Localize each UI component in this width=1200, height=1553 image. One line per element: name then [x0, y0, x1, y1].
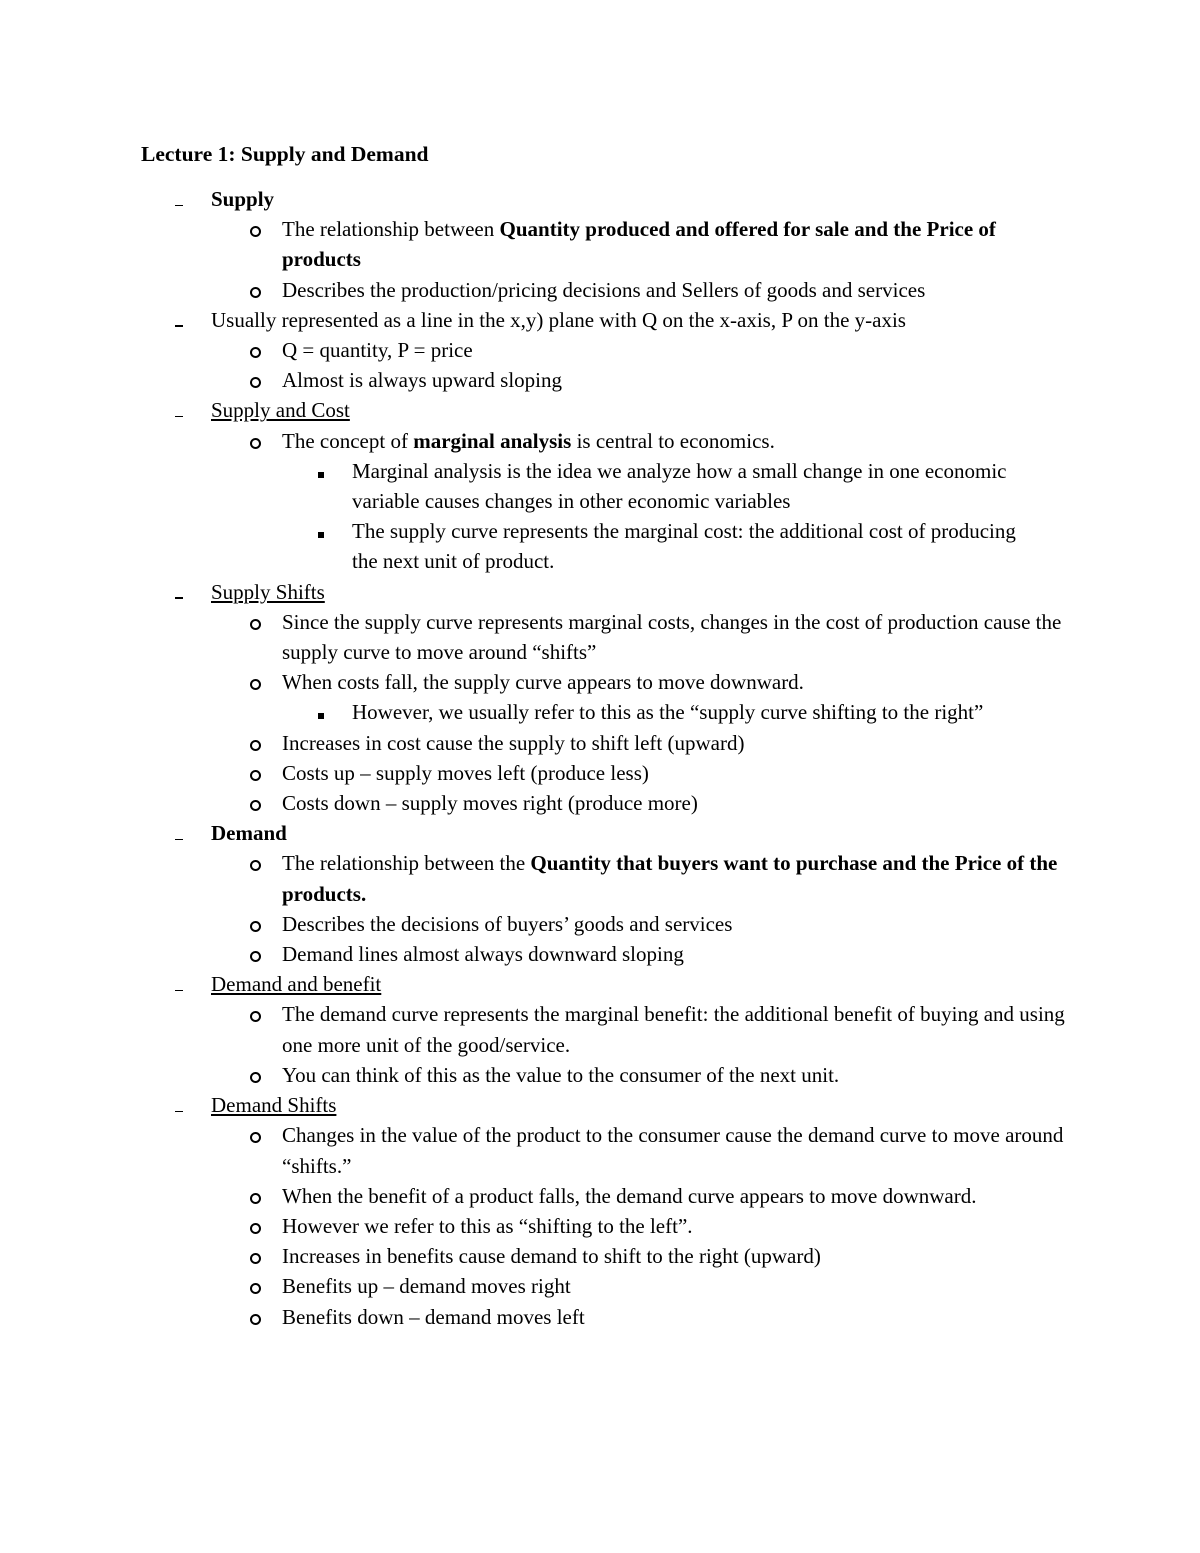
text-run: The relationship between the	[282, 851, 531, 876]
list-item-text	[282, 278, 925, 302]
list-item	[0, 1241, 1072, 1271]
list-item	[0, 1181, 1072, 1211]
list-item-text	[211, 821, 287, 845]
list-item	[0, 365, 1072, 395]
list-item-text	[282, 731, 744, 755]
list-item	[0, 758, 1072, 788]
list-item-text	[282, 1184, 977, 1208]
list-item-text	[211, 972, 381, 996]
text-run: When the benefit of a product falls, the demand curve appears to move downward.	[282, 1183, 977, 1208]
text-run: Describes the decisions of buyers’ goods and services	[282, 911, 733, 936]
list-item-text	[282, 1002, 1065, 1056]
list-item-text	[211, 398, 350, 422]
list-item	[0, 184, 1051, 214]
list-item-text	[282, 1063, 839, 1087]
text-run: Demand	[211, 821, 287, 846]
circle-bullet-icon	[250, 1302, 270, 1333]
circle-bullet-icon	[250, 365, 270, 396]
dash-bullet-icon	[175, 969, 195, 999]
text-run: Changes in the value of the product to the consumer cause the demand curve to move around “shifts.”	[282, 1123, 1064, 1178]
text-run: You can think of this as the value to the consumer of the next unit.	[282, 1062, 840, 1087]
text-run: Since the supply curve represents marginal costs, changes in the cost of production cause the supply curve to move around “shifts”	[282, 609, 1062, 665]
list-item	[0, 275, 1072, 305]
list-item-text	[282, 1305, 585, 1329]
text-run: Supply Shifts	[211, 579, 325, 604]
text-run: Increases in cost cause the supply to shift left (upward)	[282, 730, 745, 755]
list-item-text	[282, 368, 562, 392]
text-run: Usually represented as a line in the x,y) plane with Q on the x-axis, P on the y-axis	[211, 307, 906, 332]
list-item	[0, 818, 1051, 848]
dash-bullet-icon	[175, 395, 195, 425]
list-item-text	[352, 519, 1016, 573]
circle-bullet-icon	[250, 939, 270, 970]
list-item	[0, 516, 1022, 576]
circle-bullet-icon	[250, 1271, 270, 1302]
text-run: Quantity that buyers want to purchase and the Price of the products.	[282, 851, 1058, 906]
list-item	[0, 607, 1072, 667]
text-run: Quantity produced and offered for sale and the Price of products	[282, 217, 996, 272]
list-item	[0, 667, 1072, 697]
circle-bullet-icon	[250, 1241, 270, 1272]
text-run: Q = quantity, P = price	[282, 338, 473, 363]
text-run: Demand lines almost always downward sloping	[282, 942, 684, 967]
circle-bullet-icon	[250, 999, 270, 1030]
text-run: Costs down – supply moves right (produce more)	[282, 791, 698, 816]
list-item	[0, 999, 1072, 1059]
text-run: marginal analysis	[413, 428, 572, 453]
list-item-text	[282, 1244, 821, 1268]
circle-bullet-icon	[250, 335, 270, 366]
list-item-text	[282, 942, 684, 966]
list-item-text	[352, 700, 983, 724]
dash-bullet-icon	[175, 184, 195, 214]
text-run: Almost is always upward sloping	[282, 368, 562, 393]
text-run: Marginal analysis is the idea we analyze how a small change in one economic variable causes changes in other economic variables	[352, 458, 1007, 514]
square-bullet-icon	[318, 456, 338, 486]
list-item	[0, 1090, 1051, 1120]
circle-bullet-icon	[250, 788, 270, 819]
list-item-text	[282, 217, 996, 271]
text-run: Demand and benefit	[211, 972, 382, 997]
outline-list	[0, 184, 1200, 1332]
text-run: However we refer to this as “shifting to the left”.	[282, 1213, 693, 1238]
circle-bullet-icon	[250, 728, 270, 759]
circle-bullet-icon	[250, 1211, 270, 1242]
text-run: Benefits down – demand moves left	[282, 1304, 585, 1329]
text-run: Benefits up – demand moves right	[282, 1274, 571, 1299]
list-item-text	[282, 1123, 1063, 1177]
list-item	[0, 1302, 1072, 1332]
circle-bullet-icon	[250, 1181, 270, 1212]
list-item-text	[282, 1214, 693, 1238]
list-item	[0, 456, 1022, 516]
list-item	[0, 1211, 1072, 1241]
circle-bullet-icon	[250, 667, 270, 698]
circle-bullet-icon	[250, 1120, 270, 1151]
square-bullet-icon	[318, 516, 338, 546]
list-item	[0, 788, 1072, 818]
dash-bullet-icon	[175, 818, 195, 848]
list-item	[0, 1120, 1072, 1180]
list-item	[0, 395, 1051, 425]
circle-bullet-icon	[250, 275, 270, 306]
list-item-text	[211, 308, 906, 332]
circle-bullet-icon	[250, 909, 270, 940]
list-item-text	[282, 791, 698, 815]
square-bullet-icon	[318, 697, 338, 727]
text-run: The relationship between	[282, 217, 500, 242]
list-item-text	[211, 580, 325, 604]
list-item	[0, 848, 1072, 908]
list-item	[0, 939, 1072, 969]
list-item-text	[282, 429, 775, 453]
text-run: Describes the production/pricing decisions and Sellers of goods and services	[282, 277, 926, 302]
circle-bullet-icon	[250, 426, 270, 457]
list-item	[0, 305, 1051, 335]
text-run: However, we usually refer to this as the “supply curve shifting to the right”	[352, 700, 984, 725]
list-item	[0, 577, 1051, 607]
list-item	[0, 1271, 1072, 1301]
list-item-text	[211, 187, 274, 211]
text-run: The supply curve represents the marginal cost: the additional cost of producing the next unit of product.	[352, 519, 1016, 574]
page-title: Lecture 1: Supply and Demand	[141, 142, 429, 166]
text-run: When costs fall, the supply curve appears to move downward.	[282, 670, 804, 695]
text-run: Supply	[211, 187, 275, 211]
circle-bullet-icon	[250, 214, 270, 245]
list-item	[0, 697, 1022, 727]
list-item	[0, 1060, 1072, 1090]
list-item-text	[352, 459, 1006, 513]
text-run: Supply and Cost	[211, 398, 350, 423]
dash-bullet-icon	[175, 305, 195, 335]
circle-bullet-icon	[250, 1060, 270, 1091]
text-run: Costs up – supply moves left (produce less)	[282, 760, 649, 785]
list-item-text	[282, 670, 804, 694]
list-item-text	[282, 761, 649, 785]
circle-bullet-icon	[250, 758, 270, 789]
list-item	[0, 335, 1072, 365]
text-run: The concept of	[282, 428, 414, 453]
list-item-text	[282, 1274, 571, 1298]
text-run: is central to economics.	[571, 428, 775, 453]
list-item-text	[282, 912, 732, 936]
list-item	[0, 909, 1072, 939]
list-item-text	[282, 610, 1061, 664]
text-run: Increases in benefits cause demand to shift to the right (upward)	[282, 1244, 821, 1269]
list-item	[0, 426, 1072, 456]
list-item-text	[282, 851, 1057, 905]
text-run: The demand curve represents the marginal benefit: the additional benefit of buying and using one more unit of the good/service.	[282, 1002, 1065, 1057]
list-item-text	[282, 338, 473, 362]
circle-bullet-icon	[250, 607, 270, 638]
text-run: Demand Shifts	[211, 1093, 337, 1118]
circle-bullet-icon	[250, 848, 270, 879]
dash-bullet-icon	[175, 1090, 195, 1120]
list-item-text	[211, 1093, 336, 1117]
list-item	[0, 969, 1051, 999]
dash-bullet-icon	[175, 577, 195, 607]
list-item	[0, 214, 1072, 274]
list-item	[0, 728, 1072, 758]
